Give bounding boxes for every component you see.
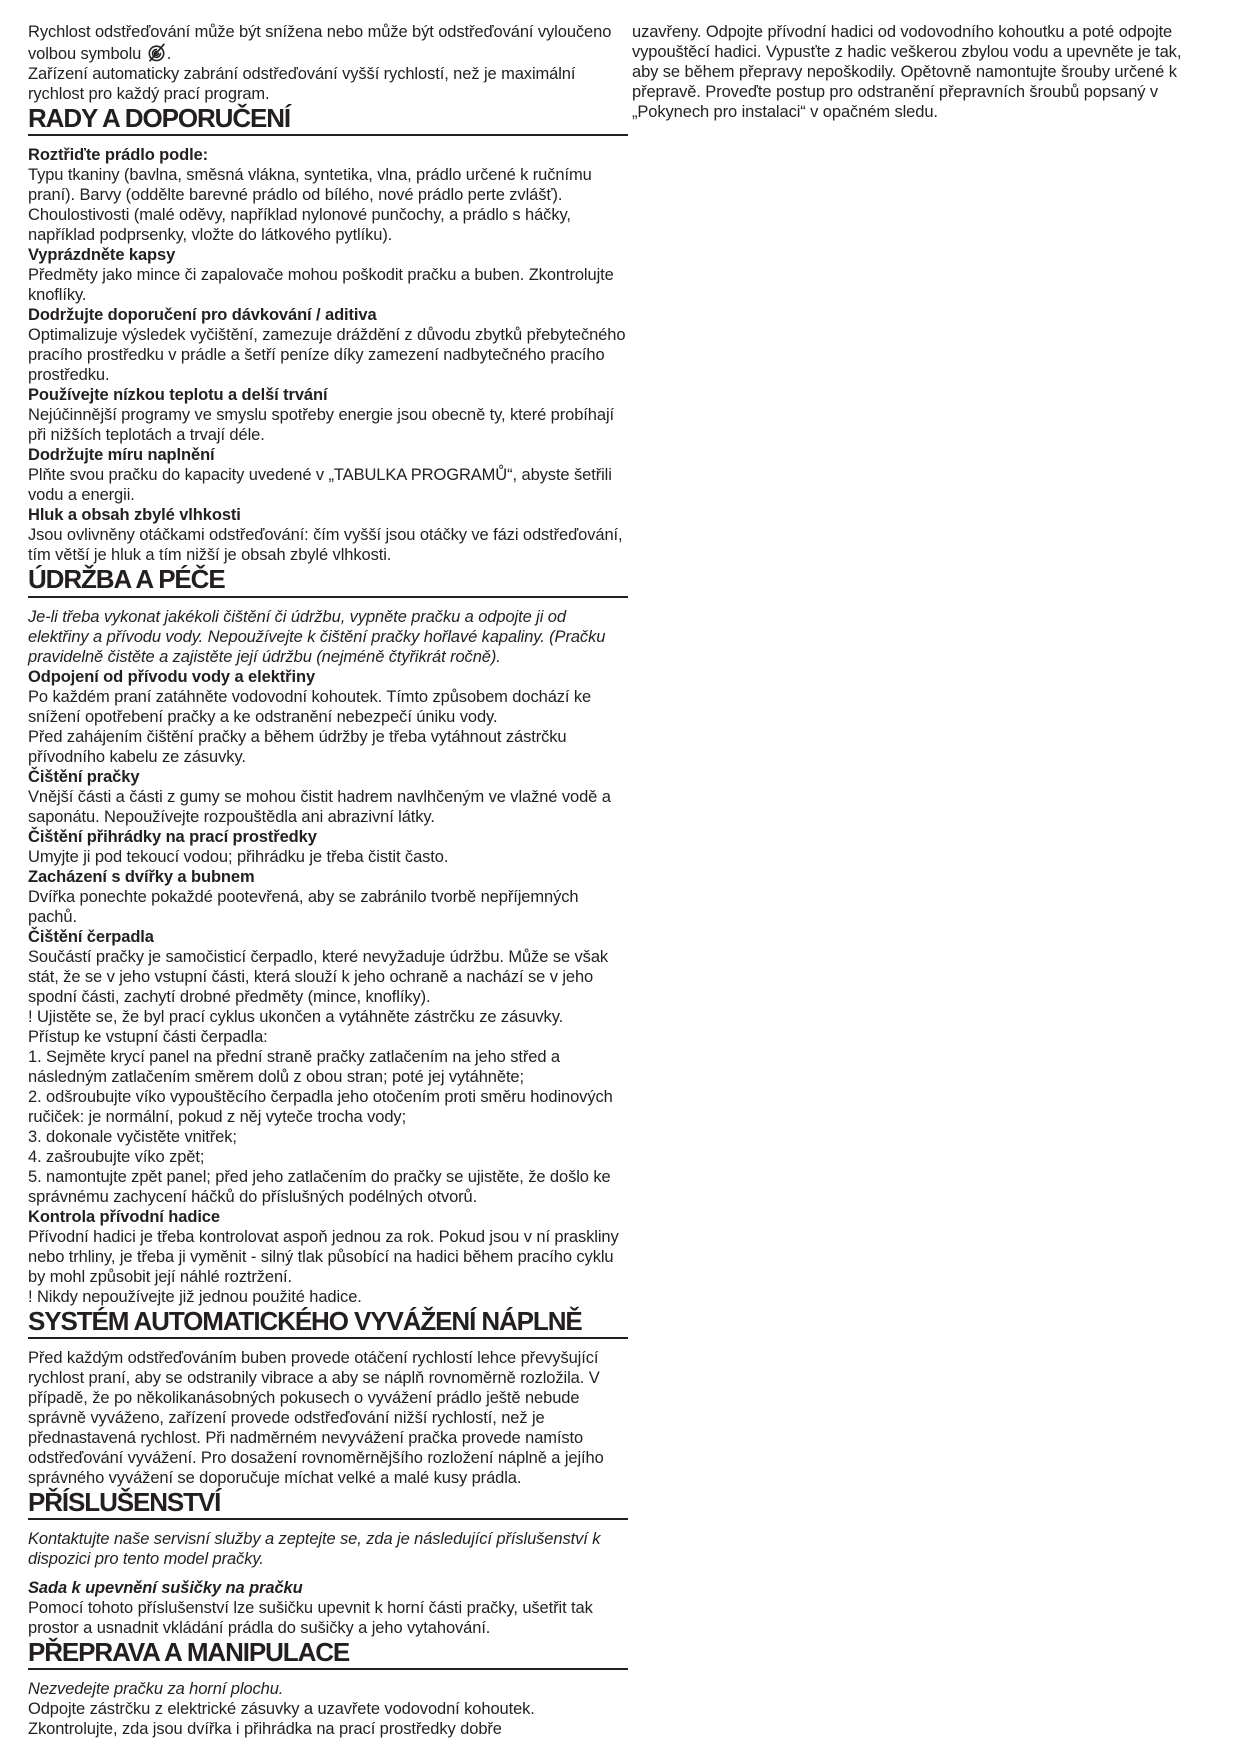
body-paragraph: Nejúčinnější programy ve smyslu spotřeby energie jsou obecně ty, které probíhají při nižších teplotách a trvají déle.: [28, 406, 614, 445]
body-paragraph: Optimalizuje výsledek vyčištění, zamezuje dráždění z důvodu zbytků přebytečného pracího prostředku v prádle a šetří peníze díky zamezení nadbytečného pracího prostředku.: [28, 326, 626, 385]
continuation-paragraph: uzavřeny. Odpojte přívodní hadici od vodovodního kohoutku a poté odpojte vypouštěcí hadici. Vypusťte z hadic veškerou zbylou vodu a upevněte je tak, aby se během přepravy nepoškodily. Opětovně namontujte šrouby určené k přepravě. Proveďte postup pro odstranění přepravních šroubů popsaný v „Pokynech pro instalaci“ v opačném sledu.: [632, 23, 1182, 121]
numbered-step: 1. Sejměte krycí panel na přední straně pračky zatlačením na jeho střed a následným zatlačením směrem dolů z obou stran; poté jej vytáhněte;: [28, 1047, 560, 1086]
body-paragraph: Vnější části a části z gumy se mohou čistit hadrem navlhčeným ve vlažné vodě a saponátu. Nepoužívejte rozpouštědla ani abrazivní látky.: [28, 787, 611, 826]
body-paragraph: Předměty jako mince či zapalovače mohou poškodit pračku a buben. Zkontrolujte knoflíky.: [28, 266, 614, 305]
body-paragraph: Dvířka ponechte pokaždé pootevřená, aby se zabránilo tvorbě nepříjemných pachů.: [28, 887, 579, 926]
subheading: Hluk a obsah zbylé vlhkosti: [28, 506, 241, 525]
subheading: Zacházení s dvířky a bubnem: [28, 867, 255, 886]
italic-note: Je-li třeba vykonat jakékoli čištění či údržbu, vypněte pračku a odpojte ji od elektřiny a přívodu vody. Nepoužívejte k čištění pračky hořlavé kapaliny. (Pračku pravidelně čistěte a zajistěte její údržbu (nejméně čtyřikrát ročně).: [28, 607, 606, 666]
body-paragraph: Pomocí tohoto příslušenství lze sušičku upevnit k horní části pračky, ušetřit tak prostor a usnadnit vkládání prádla do sušičky a jeho vytahování.: [28, 1599, 593, 1638]
subheading: Čištění pračky: [28, 767, 140, 786]
left-column: [28, 22, 628, 1739]
numbered-step: 5. namontujte zpět panel; před jeho zatlačením do pračky se ujistěte, že došlo ke správnému zachycení háčků do příslušných podélných otvorů.: [28, 1167, 611, 1206]
no-spin-icon: [146, 42, 167, 63]
subheading: Odpojení od přívodu vody a elektřiny: [28, 667, 316, 686]
warning-note: ! Nikdy nepoužívejte již jednou použité hadice.: [28, 1287, 362, 1306]
subheading: Dodržujte míru naplnění: [28, 446, 215, 465]
subheading: Roztřiďte prádlo podle:: [28, 146, 209, 165]
intro-paragraph-1: [28, 22, 628, 64]
body-paragraph: Umyjte ji pod tekoucí vodou; přihrádku je třeba čistit často.: [28, 847, 449, 866]
intro-paragraph-2: Zařízení automaticky zabrání odstřeďování vyšší rychlostí, než je maximální rychlost pro každý prací program.: [28, 65, 576, 103]
body-paragraph: Před každým odstřeďováním buben provede otáčení rychlostí lehce převyšující rychlost praní, aby se odstranily vibrace a aby se náplň rovnoměrně rozložila. V případě, že po několikanásobných pokusech o vyvážení prádlo ještě nebude správně vyváženo, zařízení provede odstřeďování nižší rychlostí, než je přednastavená rychlost. Při nadměrném nevyvážení pračka provede namísto odstřeďování vyvážení. Pro dosažení rovnoměrnějšího rozložení náplně a jejího správného vyvážení se doporučuje míchat velké a malé kusy prádla.: [28, 1348, 604, 1487]
numbered-step: 3. dokonale vyčistěte vnitřek;: [28, 1127, 237, 1146]
subheading: Dodržujte doporučení pro dávkování / aditiva: [28, 306, 377, 325]
body-paragraph: Plňte svou pračku do kapacity uvedené v „TABULKA PROGRAMŮ“, abyste šetřili vodu a energii.: [28, 466, 612, 505]
body-paragraph: Typu tkaniny (bavlna, směsná vlákna, syntetika, vlna, prádlo určené k ručnímu praní). Barvy (oddělte barevné prádlo od bílého, nové prádlo perte zvlášť). Choulostivosti (malé oděvy, například nylonové punčochy, a prádlo s háčky, například podprsenky, vložte do látkového pytlíku).: [28, 166, 592, 245]
warning-note: ! Ujistěte se, že byl prací cyklus ukončen a vytáhněte zástrčku ze zásuvky.: [28, 1007, 564, 1026]
right-column: [632, 22, 1202, 122]
section-heading-system-vyvazeni: SYSTÉM AUTOMATICKÉHO VYVÁŽENÍ NÁPLNĚ: [28, 1308, 628, 1339]
subheading: Čištění přihrádky na prací prostředky: [28, 827, 317, 846]
subheading: Používejte nízkou teplotu a delší trvání: [28, 386, 328, 405]
section-heading-prislusenstvi: PŘÍSLUŠENSTVÍ: [28, 1489, 628, 1520]
italic-note: Kontaktujte naše servisní služby a zeptejte se, zda je následující příslušenství k dispozici pro tento model pračky.: [28, 1530, 601, 1569]
numbered-step: 2. odšroubujte víko vypouštěcího čerpadla jeho otočením proti směru hodinových ručiček: je normální, pokud z něj vyteče trocha vody;: [28, 1087, 613, 1126]
numbered-step: 4. zašroubujte víko zpět;: [28, 1147, 205, 1166]
body-paragraph: Po každém praní zatáhněte vodovodní kohoutek. Tímto způsobem dochází ke snížení opotřebení pračky a ke odstranění nebezpečí úniku vody.: [28, 687, 592, 726]
section-heading-rady-a-doporuceni: RADY A DOPORUČENÍ: [28, 105, 628, 136]
body-paragraph: Před zahájením čištění pračky a během údržby je třeba vytáhnout zástrčku přívodního kabelu ze zásuvky.: [28, 727, 567, 766]
body-paragraph: Odpojte zástrčku z elektrické zásuvky a uzavřete vodovodní kohoutek. Zkontrolujte, zda jsou dvířka i přihrádka na prací prostředky dobře: [28, 1700, 535, 1739]
accessory-subheading: Sada k upevnění sušičky na pračku: [28, 1579, 303, 1598]
intro-paragraph-1-text: Rychlost odstřeďování může být snížena nebo může být odstřeďování vyloučeno volbou symbolu: [28, 23, 612, 63]
subheading: Čištění čerpadla: [28, 927, 154, 946]
subheading: Vyprázdněte kapsy: [28, 246, 176, 265]
section-heading-udrzba-a-pece: ÚDRŽBA A PÉČE: [28, 566, 628, 597]
body-paragraph: Součástí pračky je samočisticí čerpadlo, které nevyžaduje údržbu. Může se však stát, že se v jeho vstupní části, která slouží k jeho ochraně a nachází se v jeho spodní části, zachytí drobné předměty (mince, knoflíky).: [28, 947, 609, 1006]
subheading: Kontrola přívodní hadice: [28, 1207, 220, 1226]
body-paragraph: Přístup ke vstupní části čerpadla:: [28, 1027, 268, 1046]
body-paragraph: Jsou ovlivněny otáčkami odstřeďování: čím vyšší jsou otáčky ve fázi odstřeďování, tím větší je hluk a tím nižší je obsah zbylé vlhkosti.: [28, 526, 623, 565]
intro-paragraph-1-suffix: .: [166, 45, 172, 63]
italic-note: Nezvedejte pračku za horní plochu.: [28, 1680, 284, 1699]
section-heading-preprava-a-manipulace: PŘEPRAVA A MANIPULACE: [28, 1639, 628, 1670]
body-paragraph: Přívodní hadici je třeba kontrolovat aspoň jednou za rok. Pokud jsou v ní praskliny nebo trhliny, je třeba ji vyměnit - silný tlak působící na hadici během pracího cyklu by mohl způsobit její náhlé roztržení.: [28, 1227, 619, 1286]
